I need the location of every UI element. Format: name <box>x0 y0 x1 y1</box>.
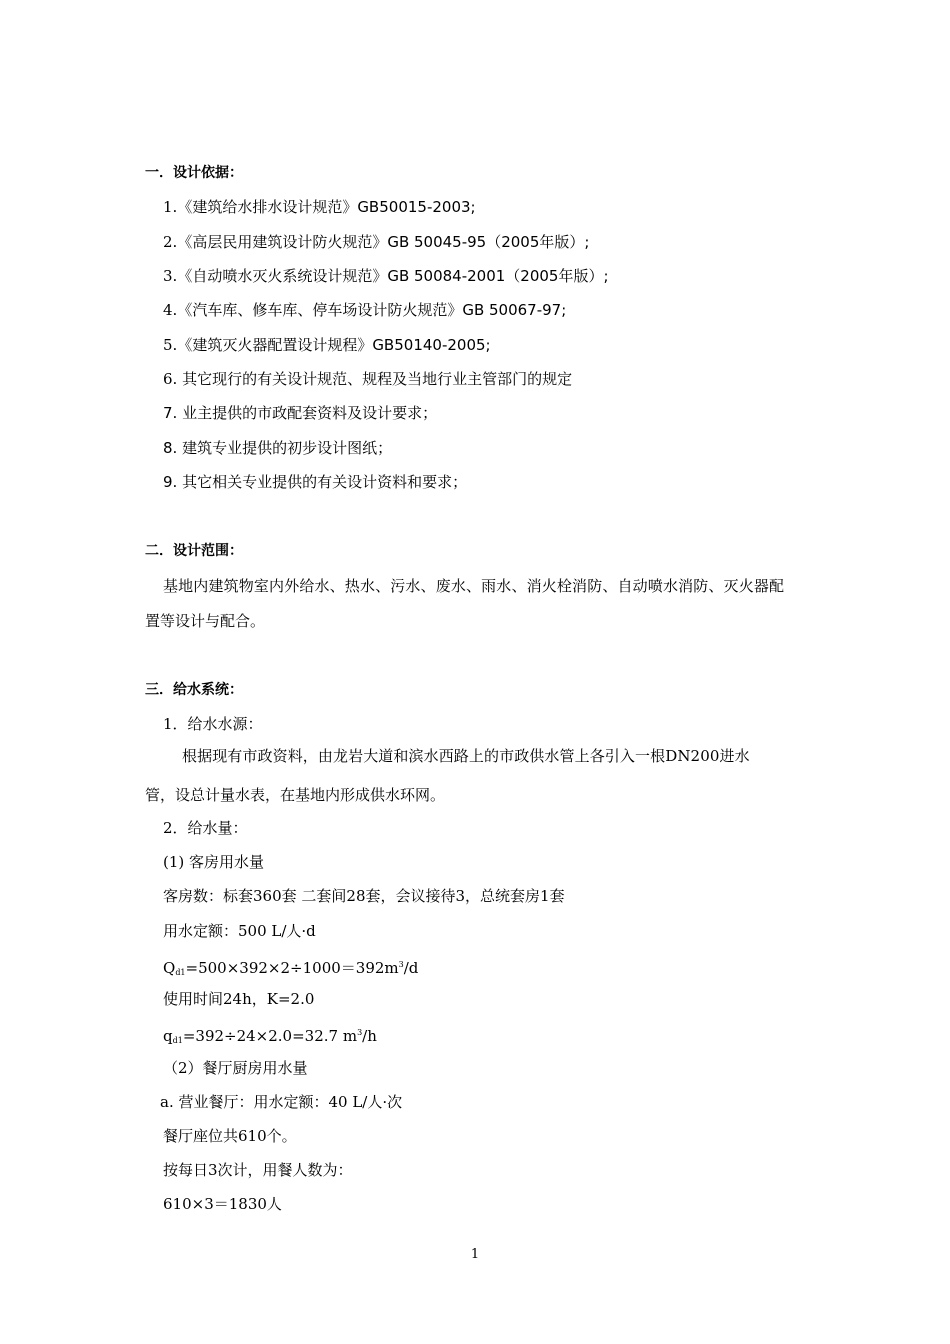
usage-time-line: 使用时间24h，K=2.0 <box>163 990 315 1008</box>
list-text: 《自动喷水灭火系统设计规范》GB 50084-2001（2005年版）; <box>177 267 609 285</box>
meals-per-day-line: 按每日3次计，用餐人数为： <box>163 1161 353 1179</box>
list-number: 5. <box>163 336 178 354</box>
list-item <box>163 197 476 217</box>
subheading-water-quantity: 2．给水量： <box>163 819 248 837</box>
list-number: 4. <box>163 301 178 319</box>
list-number: 6. <box>163 370 178 388</box>
subheading-water-source: 1．给水水源： <box>163 715 263 733</box>
formula-superscript: 3 <box>357 1028 363 1037</box>
list-text: 《汽车库、修车库、停车场设计防火规范》GB 50067-97; <box>177 301 567 319</box>
section-heading-design-scope: 二．设计范围： <box>145 543 243 559</box>
formula-unit: /h <box>362 1027 377 1045</box>
list-text: 《建筑给水排水设计规范》GB50015-2003; <box>177 198 476 216</box>
item-restaurant-water: （2）餐厅厨房用水量 <box>163 1059 308 1077</box>
list-text: 建筑专业提供的初步设计图纸； <box>182 439 393 457</box>
formula-subscript: d1 <box>175 968 186 977</box>
paragraph-line: 管，设总计量水表，在基地内形成供水环网。 <box>145 786 446 804</box>
formula-subscript: d1 <box>172 1036 183 1045</box>
formula-superscript: 3 <box>398 960 404 969</box>
list-item <box>163 403 437 423</box>
water-quota-line: 用水定额：500 L/人·d <box>163 922 316 940</box>
list-item <box>163 300 566 320</box>
list-number: 2. <box>163 233 178 251</box>
list-item <box>163 335 491 355</box>
hourly-water-formula <box>163 1023 377 1051</box>
daily-water-formula <box>163 955 418 983</box>
list-number: 8. <box>163 439 178 457</box>
restaurant-quota-line: a. 营业餐厅：用水定额：40 L/人·次 <box>160 1093 403 1111</box>
list-number: 9. <box>163 473 178 491</box>
list-item <box>163 266 609 286</box>
list-number: 7. <box>163 404 178 422</box>
list-number: 3. <box>163 267 178 285</box>
formula-symbol: Q <box>163 959 176 977</box>
list-item <box>163 472 467 492</box>
list-text: 《高层民用建筑设计防火规范》GB 50045-95（2005年版）; <box>177 233 590 251</box>
formula-body: =392÷24×2.0=32.7 m <box>182 1027 358 1045</box>
list-item <box>163 369 572 389</box>
page-number: 1 <box>470 1247 480 1262</box>
list-text: 其它相关专业提供的有关设计资料和要求； <box>182 473 468 491</box>
list-text: 业主提供的市政配套资料及设计要求； <box>182 404 438 422</box>
section-heading-design-basis: 一．设计依据： <box>145 165 243 181</box>
item-guest-room-water: (1) 客房用水量 <box>163 853 265 871</box>
formula-body: =500×392×2÷1000＝392m <box>185 959 399 977</box>
room-count-line: 客房数：标套360套 二套间28套，会议接待3，总统套房1套 <box>163 887 565 905</box>
paragraph-line: 根据现有市政资料，由龙岩大道和滨水西路上的市政供水管上各引入一根DN200进水 <box>182 747 750 765</box>
list-item <box>163 438 392 458</box>
formula-unit: /d <box>403 959 419 977</box>
list-item <box>163 232 589 252</box>
list-text: 《建筑灭火器配置设计规程》GB50140-2005; <box>177 336 491 354</box>
section-heading-water-supply: 三．给水系统： <box>145 682 243 698</box>
list-text: 其它现行的有关设计规范、规程及当地行业主管部门的规定 <box>182 370 573 388</box>
list-number: 1. <box>163 198 178 216</box>
paragraph-line: 基地内建筑物室内外给水、热水、污水、废水、雨水、消火栓消防、自动喷水消防、灭火器配 <box>163 577 785 595</box>
formula-symbol: q <box>163 1027 173 1045</box>
seat-count-line: 餐厅座位共610个。 <box>163 1127 297 1145</box>
diner-count-line: 610×3＝1830人 <box>163 1195 282 1213</box>
paragraph-line: 置等设计与配合。 <box>145 612 266 630</box>
